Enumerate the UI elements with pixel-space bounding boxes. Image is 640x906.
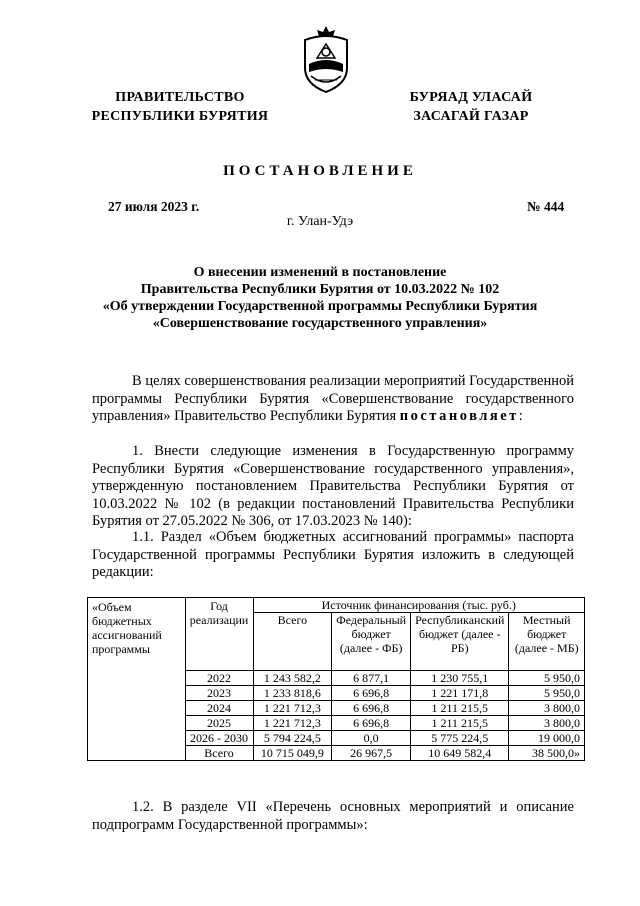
row-label-cell: «Объем бюджетных ассигнований программы [88,598,186,761]
cell-fb: 6 696,8 [332,701,411,716]
decree-verb: постановляет [399,408,519,424]
cell-mb: 3 800,0 [509,701,585,716]
cell-mb: 5 950,0 [509,686,585,701]
cell-total: 1 243 582,2 [253,671,332,686]
cell-mb: 3 800,0 [509,716,585,731]
preamble-text: В целях совершенствования реализации мероприятий Государственной программы Республики Бурятия «Совершенствование государственного управления» Правительство Республики Бурятия [92,373,574,424]
subject-line4: «Совершенствование государственного управления» [152,316,488,331]
cell-mb: 38 500,0» [509,746,585,761]
table-header-row [88,598,585,613]
col-fb-header: Федеральный бюджет (далее - ФБ) [332,613,411,671]
cell-total: 1 221 712,3 [253,701,332,716]
item-1-text: 1. Внести следующие изменения в Государственную программу Республики Бурятия «Совершенствование государственного управления», утвержденную постановлением Правительства Республики Бурятия от 10.03.2022 № 102 (в редакции постановлений Правительства Республики Бурятия от 27.05.2022 № 306, от 17.03.2023 № 140): [92,443,574,529]
cell-rb: 1 211 215,5 [411,701,509,716]
buryatia-coat-of-arms-icon [299,22,353,94]
cell-rb: 1 221 171,8 [411,686,509,701]
government-name-ru [82,88,278,126]
cell-fb: 26 967,5 [332,746,411,761]
cell-year: 2026 - 2030 [185,731,253,746]
cell-year: 2025 [185,716,253,731]
document-date: 27 июля 2023 г. [108,199,200,214]
cell-year: Всего [185,746,253,761]
col-source-header: Источник финансирования (тыс. руб.) [253,598,585,613]
cell-fb: 6 696,8 [332,686,411,701]
government-name-bur-line1: БУРЯАД УЛАСАЙ [409,90,533,105]
paragraph-item-1-1 [92,529,574,582]
cell-fb: 6 877,1 [332,671,411,686]
cell-mb: 5 950,0 [509,671,585,686]
cell-year: 2024 [185,701,253,716]
document-number: № 444 [527,199,565,214]
financing-table [87,597,585,761]
government-name-line1: ПРАВИТЕЛЬСТВО [115,90,245,105]
paragraph-preamble [92,373,574,426]
document-city: г. Улан-Удэ [286,214,354,229]
cell-fb: 0,0 [332,731,411,746]
cell-total: 10 715 049,9 [253,746,332,761]
cell-total: 1 233 818,6 [253,686,332,701]
col-total-header: Всего [253,613,332,671]
government-name-line2: РЕСПУБЛИКИ БУРЯТИЯ [91,109,269,124]
subject-line2: Правительства Республики Бурятия от 10.03.2022 № 102 [140,282,500,297]
government-name-bur [376,88,566,126]
cell-total: 5 794 224,5 [253,731,332,746]
col-year-header: Год реализации [185,598,253,671]
subject-line3: «Об утверждении Государственной программы Республики Бурятия [102,299,538,314]
cell-year: 2023 [185,686,253,701]
cell-total: 1 221 712,3 [253,716,332,731]
subject-line1: О внесении изменений в постановление [193,265,447,280]
col-mb-header: Местный бюджет (далее - МБ) [509,613,585,671]
cell-rb: 5 775 224,5 [411,731,509,746]
document-subject [80,264,560,332]
paragraph-item-1 [92,443,574,531]
paragraph-item-1-2 [92,799,574,834]
item-1-1-text: 1.1. Раздел «Объем бюджетных ассигнований программы» паспорта Государственной программы Республики Бурятия изложить в следующей редакции: [92,529,574,580]
cell-fb: 6 696,8 [332,716,411,731]
item-1-2-text: 1.2. В разделе VII «Перечень основных мероприятий и описание подпрограмм Государственной программы»: [92,799,574,833]
cell-mb: 19 000,0 [509,731,585,746]
preamble-end: : [518,408,523,424]
cell-rb: 1 230 755,1 [411,671,509,686]
document-type: ПОСТАНОВЛЕНИЕ [223,163,417,179]
cell-rb: 1 211 215,5 [411,716,509,731]
col-rb-header: Республиканский бюджет (далее - РБ) [411,613,509,671]
government-name-bur-line2: ЗАСАГАЙ ГАЗАР [413,109,529,124]
cell-year: 2022 [185,671,253,686]
cell-rb: 10 649 582,4 [411,746,509,761]
